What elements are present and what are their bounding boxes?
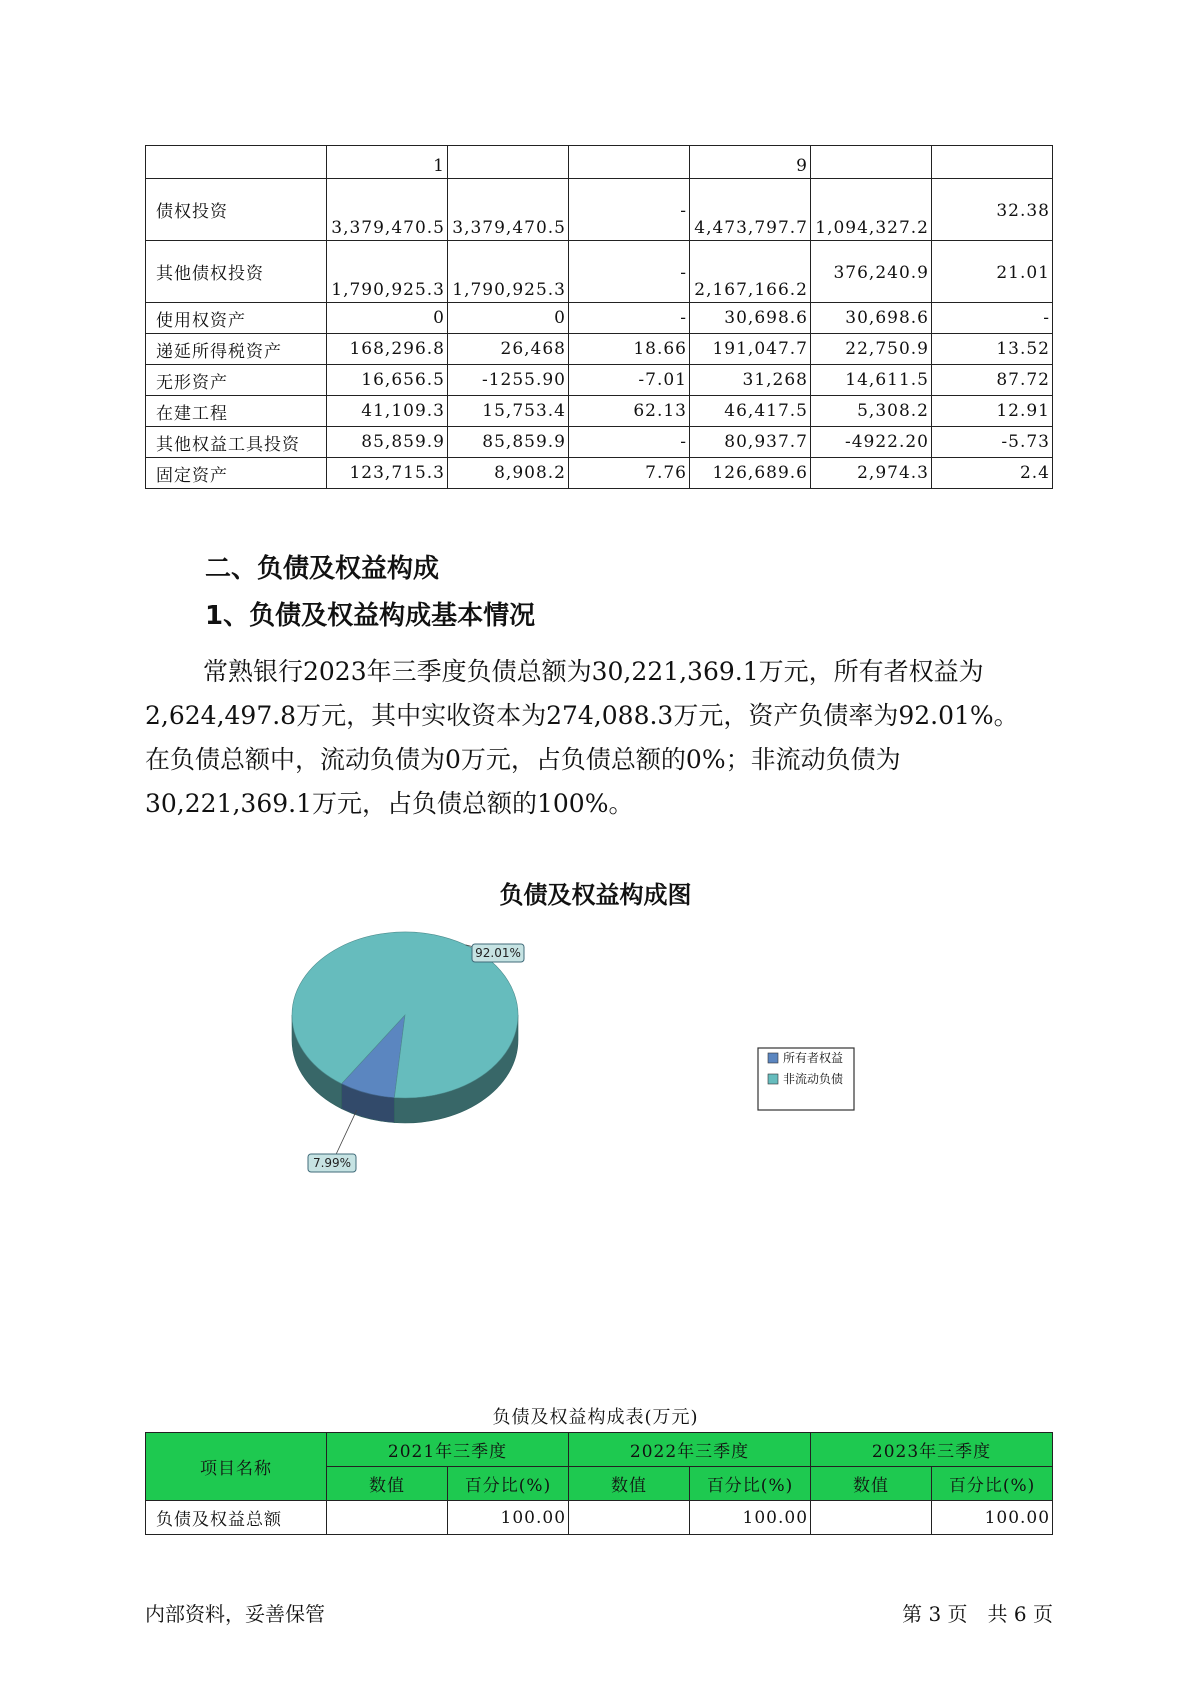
table-cell: 376,240.9: [811, 241, 932, 303]
table-cell: 3,379,470.5: [327, 179, 448, 241]
row-label: 负债及权益总额: [146, 1501, 327, 1535]
table-header-row: [146, 146, 1053, 179]
table-cell: 1,790,925.3: [448, 241, 569, 303]
table-cell: 126,689.6: [690, 458, 811, 489]
table-cell: 4,473,797.7: [690, 179, 811, 241]
legend-label: 所有者权益: [783, 1051, 844, 1065]
table-cell: 15,753.4: [448, 396, 569, 427]
table-cell: 0: [327, 303, 448, 334]
row-label: 债权投资: [146, 179, 327, 241]
table-cell: 2.4: [932, 458, 1053, 489]
table-header-row: [146, 1433, 1053, 1467]
column-header-value: 数值: [569, 1467, 690, 1501]
table-cell: 46,417.5: [690, 396, 811, 427]
table-cell: 5,308.2: [811, 396, 932, 427]
table-cell: [569, 146, 690, 179]
footer-page-number: 第 3 页 共 6 页: [902, 1602, 1053, 1626]
table-row: [146, 303, 1053, 334]
table-cell: 7.76: [569, 458, 690, 489]
paragraph-line: 2,624,497.8万元，其中实收资本为274,088.3万元，资产负债率为92.01%。: [145, 701, 1019, 730]
legend-label: 非流动负债: [783, 1072, 844, 1086]
summary-paragraph: [145, 650, 1057, 826]
table-row: [146, 396, 1053, 427]
table-cell: 32.38: [932, 179, 1053, 241]
table-cell: -: [569, 179, 690, 241]
table-cell: -: [932, 303, 1053, 334]
table-cell: -: [569, 241, 690, 303]
footer-confidential: 内部资料，妥善保管: [145, 1602, 325, 1626]
table-cell: -5.73: [932, 427, 1053, 458]
table-cell: 100.00: [448, 1501, 569, 1535]
section-subheading: 1、负债及权益构成基本情况: [205, 601, 536, 631]
table-cell: 14,611.5: [811, 365, 932, 396]
paragraph-line: 常熟银行2023年三季度负债总额为30,221,369.1万元，所有者权益为: [203, 657, 984, 686]
table-row: [146, 334, 1053, 365]
pie-chart: [290, 920, 910, 1190]
table-cell: 85,859.9: [327, 427, 448, 458]
table-cell: -: [569, 427, 690, 458]
table-cell: 21.01: [932, 241, 1053, 303]
table-cell: 1,790,925.3: [327, 241, 448, 303]
table-cell: 16,656.5: [327, 365, 448, 396]
data-label-noncurrent-liabilities: [472, 944, 524, 962]
column-header-percent: 百分比(%): [448, 1467, 569, 1501]
table-cell: -: [569, 303, 690, 334]
table-row: [146, 458, 1053, 489]
table-cell: 30,698.6: [690, 303, 811, 334]
table-cell: 62.13: [569, 396, 690, 427]
table-caption: 负债及权益构成表(万元): [492, 1407, 699, 1428]
table-cell: 100.00: [690, 1501, 811, 1535]
table-row: [146, 427, 1053, 458]
legend-swatch: [768, 1074, 778, 1084]
table-cell: 9: [690, 146, 811, 179]
table-cell: -1255.90: [448, 365, 569, 396]
table-cell: 2,974.3: [811, 458, 932, 489]
column-header-value: 数值: [811, 1467, 932, 1501]
column-header-period: 2021年三季度: [327, 1433, 569, 1467]
data-label-owners-equity: [308, 1154, 356, 1172]
table-cell: [569, 1501, 690, 1535]
table-row: [146, 1501, 1053, 1535]
chart-title: 负债及权益构成图: [499, 881, 692, 909]
table-cell: 80,937.7: [690, 427, 811, 458]
liability-table: [145, 1432, 1053, 1535]
table-cell: 0: [448, 303, 569, 334]
table-cell: 30,698.6: [811, 303, 932, 334]
table-cell: [448, 146, 569, 179]
row-label: 固定资产: [146, 458, 327, 489]
section-heading: 二、负债及权益构成: [205, 554, 440, 584]
table-cell: -7.01: [569, 365, 690, 396]
column-header-value: 数值: [327, 1467, 448, 1501]
table-cell: 41,109.3: [327, 396, 448, 427]
column-header-period: 2022年三季度: [569, 1433, 811, 1467]
table-cell: [146, 146, 327, 179]
column-header-period: 2023年三季度: [811, 1433, 1053, 1467]
asset-table: [145, 145, 1053, 489]
column-header-percent: 百分比(%): [932, 1467, 1053, 1501]
table-cell: -4922.20: [811, 427, 932, 458]
column-header-item: 项目名称: [146, 1433, 327, 1501]
table-cell: 100.00: [932, 1501, 1053, 1535]
table-cell: 168,296.8: [327, 334, 448, 365]
table-cell: 1,094,327.2: [811, 179, 932, 241]
legend-swatch: [768, 1053, 778, 1063]
table-cell: 18.66: [569, 334, 690, 365]
row-label: 无形资产: [146, 365, 327, 396]
table-cell: 26,468: [448, 334, 569, 365]
table-cell: 22,750.9: [811, 334, 932, 365]
row-label: 其他权益工具投资: [146, 427, 327, 458]
table-cell: [932, 146, 1053, 179]
table-row: [146, 241, 1053, 303]
table-cell: 2,167,166.2: [690, 241, 811, 303]
table-cell: 31,268: [690, 365, 811, 396]
table-cell: 8,908.2: [448, 458, 569, 489]
row-label: 在建工程: [146, 396, 327, 427]
row-label: 使用权资产: [146, 303, 327, 334]
table-row: [146, 365, 1053, 396]
row-label: 递延所得税资产: [146, 334, 327, 365]
table-cell: 13.52: [932, 334, 1053, 365]
paragraph-line: 在负债总额中，流动负债为0万元，占负债总额的0%；非流动负债为: [145, 745, 901, 774]
paragraph-line: 30,221,369.1万元，占负债总额的100%。: [145, 789, 634, 818]
table-cell: 191,047.7: [690, 334, 811, 365]
table-cell: 1: [327, 146, 448, 179]
table-cell: 12.91: [932, 396, 1053, 427]
table-cell: 3,379,470.5: [448, 179, 569, 241]
svg-text:7.99%: 7.99%: [312, 1156, 352, 1170]
table-cell: [327, 1501, 448, 1535]
column-header-percent: 百分比(%): [690, 1467, 811, 1501]
table-cell: 85,859.9: [448, 427, 569, 458]
svg-text:92.01%: 92.01%: [475, 946, 521, 960]
table-cell: [811, 146, 932, 179]
table-row: [146, 179, 1053, 241]
table-cell: 87.72: [932, 365, 1053, 396]
row-label: 其他债权投资: [146, 241, 327, 303]
table-cell: 123,715.3: [327, 458, 448, 489]
chart-legend: [758, 1048, 854, 1110]
table-cell: [811, 1501, 932, 1535]
